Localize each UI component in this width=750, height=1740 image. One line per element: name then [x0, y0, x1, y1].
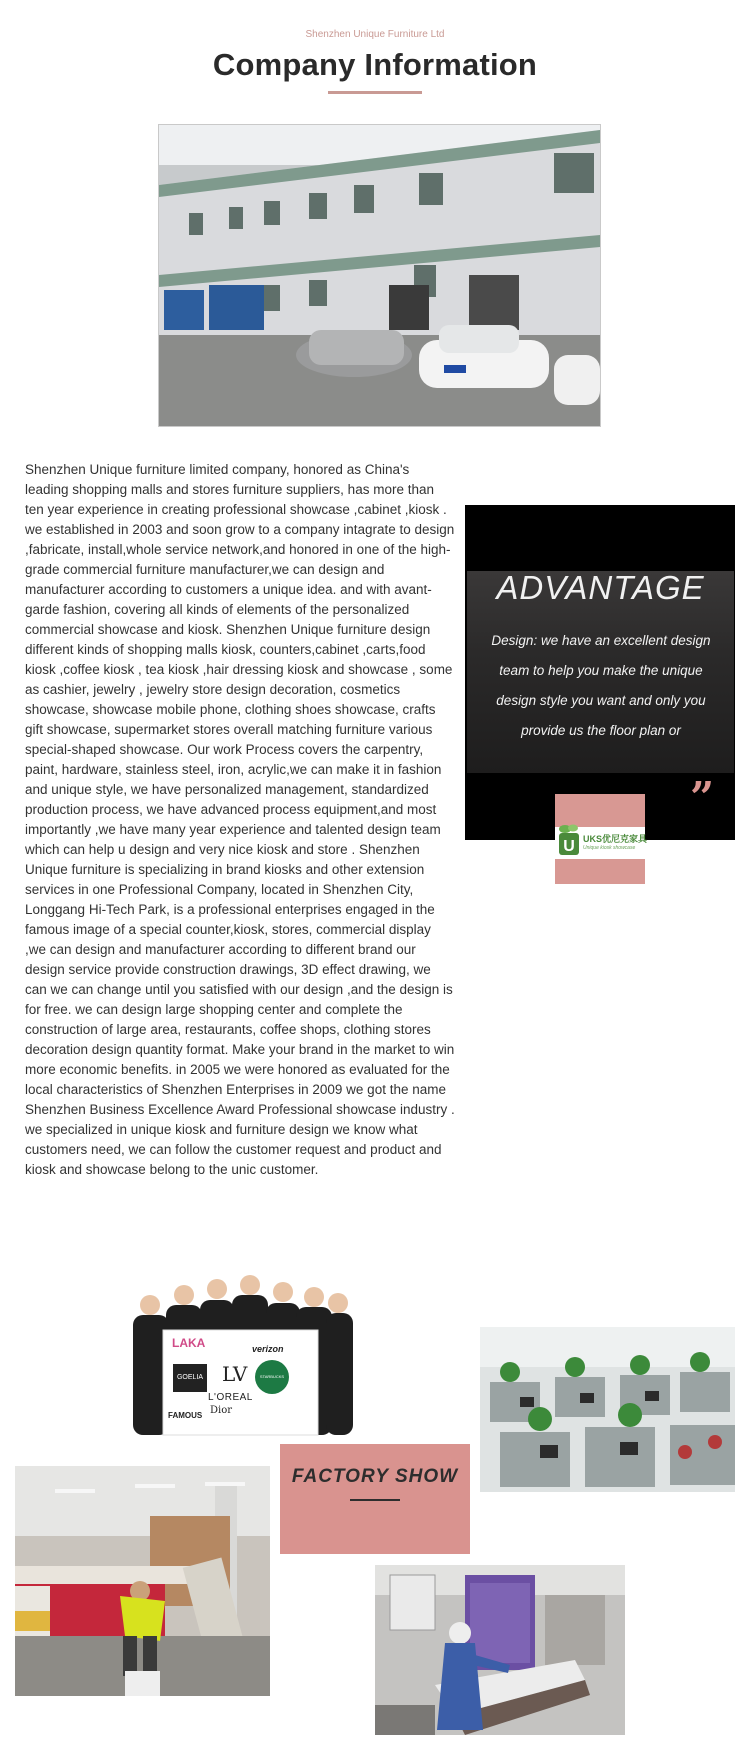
- team-photo: [128, 1265, 353, 1435]
- company-description: Shenzhen Unique furniture limited company, honored as China's leading shopping malls and stores furniture suppliers, has more than ten year experience in creating professional showcase ,cabinet ,kiosk . we established in 2003 and soon grow to a company intagrate to design ,fabricate, install,whole service network,and honored in one of the high-grade commercial furniture manufacturer,we can design and manufacturer according to customers a unique idea. and with avant-garde fashion, covering all kinds of elements of the personalized commercial showcase and kiosk. Shenzhen Unique furniture design different kinds of shopping malls kiosk, counters,cabinet ,carts,food kiosk ,coffee kiosk , tea kiosk ,hair dressing kiosk and showcase , some as cashier, jewelry , jewelry store design decoration, cosmetics showcase, showcase mobile phone, clothing shoes showcase, crafts gift showcase, supermarket stores overall matching furniture various special-shaped showcase. Our work Process covers the carpentry, paint, hardware, stainless steel, iron, acrylic,we can make it in fashion and unique style, we have personalized management, standardized production process, we have advanced process equipment,and most importantly ,we have many year experience and talented design team which can help u design and very nice kiosk and store . Shenzhen Unique furniture is specializing in brand kiosks and other extension services in one Professional Company, located in Shenzhen City, Longgang Hi-Tech Park, is a professional enterprises engaged in the famous image of a special counter,kiosk, stores, commercial display ,we can design and manufacturer according to different brand our design service provide construction drawings, 3D effect drawing, we can we can change until you satisfied with our design ,and the design is for free. we can design large shopping center and complete the construction of large area, restaurants, coffee shops, clothing stores decoration design quantity format. Make your brand in the market to win more economic benefits. in 2005 we were honored as evaluated for the local characteristics of Shenzhen Enterprises in 2009 we got the name Shenzhen Business Excellence Award Professional showcase industry . we specialized in unique kiosk and furniture design we know what customers need, we can follow the customer request and product and kiosk and showcase belong to the unic customer.: [25, 462, 455, 1177]
- brand-famous: FAMOUS: [168, 1411, 203, 1420]
- office-photo: [480, 1327, 735, 1492]
- quote-icon: ”: [690, 773, 715, 822]
- advantage-text: Design: we have an excellent design team to help you make the unique design style you want and only you provide us the floor plan or: [491, 633, 711, 738]
- title-underline: [328, 91, 422, 94]
- page-title: Company Information: [212, 47, 538, 82]
- brand-loreal: L'OREAL: [208, 1392, 253, 1403]
- brand-laka: LAKA: [172, 1336, 206, 1350]
- brand-starbucks: STARBUCKS COFFEE: [255, 1360, 289, 1394]
- brand-dior: Dior: [210, 1405, 233, 1416]
- logo-text: UKS优尼克家具: [583, 834, 648, 844]
- painter-photo: [375, 1565, 625, 1735]
- factory-show-title: FACTORY SHOW: [291, 1466, 459, 1487]
- company-subtitle: Shenzhen Unique Furniture Ltd: [305, 29, 445, 40]
- logo-leaf-icon: [557, 823, 581, 857]
- advantage-title: ADVANTAGE: [496, 569, 705, 606]
- workshop-photo: [15, 1466, 270, 1696]
- brand-verizon: verizon: [252, 1344, 284, 1354]
- svg-text:U: U: [563, 838, 575, 855]
- building-photo: [158, 124, 601, 427]
- logo-subtext: Unique kiosk showcase: [583, 845, 636, 851]
- factory-show-underline: [350, 1499, 400, 1501]
- building-illustration: [159, 125, 600, 426]
- brand-lv: LV: [222, 1362, 248, 1386]
- brand-goelia: GOELIA: [173, 1364, 207, 1392]
